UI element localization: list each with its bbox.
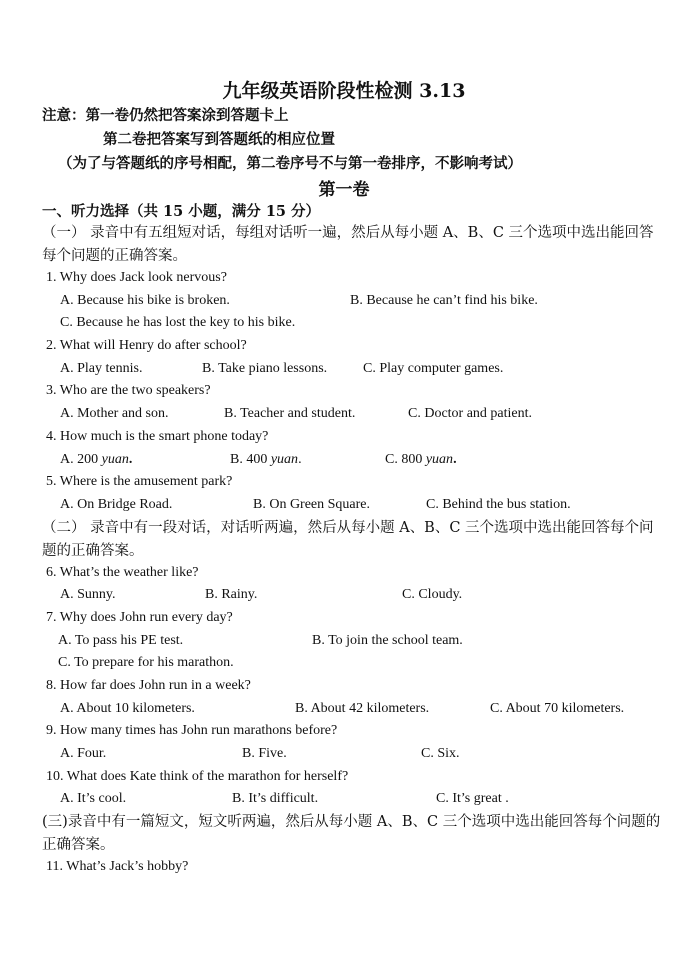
q4-a-unit: yuan (101, 452, 129, 467)
q10-option-a: A. It’s cool. (60, 791, 127, 806)
q4-a-number: A. 200 (60, 452, 102, 467)
note-line-2: 第二卷把答案写到答题纸的相应位置 (103, 131, 335, 148)
q3-option-a: A. Mother and son. (60, 406, 169, 421)
question-11: 11. What’s Jack’s hobby? (46, 859, 189, 874)
q7-option-b: B. To join the school team. (312, 633, 463, 648)
q9-option-a: A. Four. (60, 746, 107, 761)
q1-option-c: C. Because he has lost the key to his bike. (60, 315, 296, 330)
question-8: 8. How far does John run in a week? (46, 678, 251, 693)
q4-option-a (60, 452, 132, 468)
question-2: 2. What will Henry do after school? (46, 338, 247, 353)
question-7: 7. Why does John run every day? (46, 610, 233, 625)
q8-option-c: C. About 70 kilometers. (490, 701, 625, 716)
q10-option-b: B. It’s difficult. (232, 791, 319, 806)
question-9: 9. How many times has John run marathons before? (46, 723, 338, 738)
q4-c-number: C. 800 (385, 452, 426, 467)
q5-option-a: A. On Bridge Road. (60, 497, 173, 512)
question-3: 3. Who are the two speakers? (46, 383, 211, 398)
question-1: 1. Why does Jack look nervous? (46, 270, 227, 285)
q3-option-c: C. Doctor and patient. (408, 406, 533, 421)
part3-instruction: (三)录音中有一篇短文，短文听两遍，然后从每小题 A、B、C 三个选项中选出能回答每个问题的正确答案。 (42, 814, 661, 853)
q3-option-b: B. Teacher and student. (224, 406, 356, 421)
q6-option-a: A. Sunny. (60, 587, 116, 602)
q10-option-c: C. It’s great . (436, 791, 509, 806)
note-line-3: （为了与答题纸的序号相配，第二卷序号不与第一卷排序，不影响考试） (58, 155, 522, 172)
exam-title: 九年级英语阶段性检测 3.13 (222, 80, 466, 102)
question-5: 5. Where is the amusement park? (46, 474, 233, 489)
part2-instruction: （二） 录音中有一段对话，对话听两遍，然后从每小题 A、B、C 三个选项中选出能回答每个问题的正确答案。 (42, 520, 654, 559)
q7-option-c: C. To prepare for his marathon. (58, 655, 234, 670)
q5-option-c: C. Behind the bus station. (426, 497, 571, 512)
q6-option-b: B. Rainy. (205, 587, 258, 602)
q7-option-a: A. To pass his PE test. (58, 633, 184, 648)
q4-a-end: . (128, 452, 133, 467)
q4-c-unit: yuan (425, 452, 454, 467)
question-6: 6. What’s the weather like? (46, 565, 199, 580)
q6-option-c: C. Cloudy. (402, 587, 463, 602)
q9-option-c: C. Six. (421, 746, 460, 761)
q4-option-b (230, 452, 302, 468)
q4-b-unit: yuan (270, 452, 299, 467)
q2-option-c: C. Play computer games. (363, 361, 504, 376)
q8-option-a: A. About 10 kilometers. (60, 701, 195, 716)
q4-option-c (385, 452, 457, 468)
q2-option-b: B. Take piano lessons. (202, 361, 328, 376)
q5-option-b: B. On Green Square. (253, 497, 371, 512)
volume-title: 第一卷 (318, 180, 370, 200)
question-4: 4. How much is the smart phone today? (46, 429, 269, 444)
section-heading: 一、听力选择（共 15 小题，满分 15 分） (42, 203, 321, 220)
question-10: 10. What does Kate think of the marathon for herself? (46, 769, 349, 784)
q4-b-number: B. 400 (230, 452, 271, 467)
q2-option-a: A. Play tennis. (60, 361, 143, 376)
q1-option-b: B. Because he can’t find his bike. (350, 293, 538, 308)
q1-option-a: A. Because his bike is broken. (60, 293, 230, 308)
q8-option-b: B. About 42 kilometers. (295, 701, 430, 716)
note-line-1: 注意：第一卷仍然把答案涂到答题卡上 (42, 107, 289, 124)
q9-option-b: B. Five. (242, 746, 287, 761)
q4-c-end: . (453, 452, 457, 467)
q4-b-end: . (298, 452, 302, 467)
part1-instruction: （一） 录音中有五组短对话，每组对话听一遍，然后从每小题 A、B、C 三个选项中选出能回答每个问题的正确答案。 (42, 225, 654, 264)
